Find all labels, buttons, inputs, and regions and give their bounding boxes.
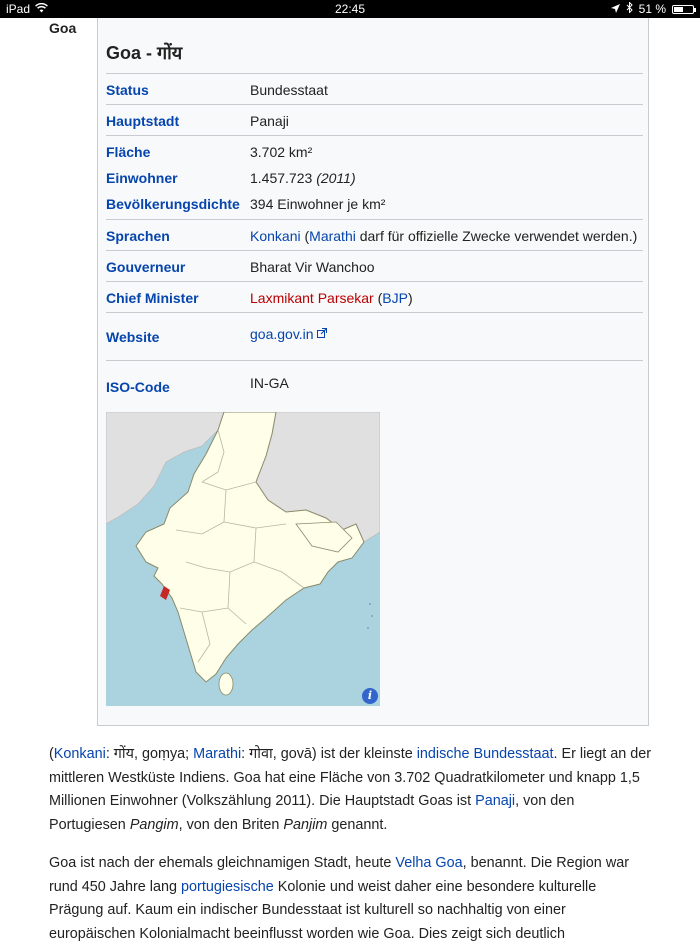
link-governor[interactable]: Bharat Vir Wanchoo [250, 259, 375, 275]
row-label: ISO-Code [106, 379, 170, 395]
link-chief-minister[interactable]: Laxmikant Parsekar [250, 290, 374, 306]
link-konkani[interactable]: Konkani [250, 228, 301, 244]
locator-map[interactable] [106, 412, 380, 706]
link-portugiesische[interactable]: portugiesische [181, 878, 274, 895]
row-label: Einwohner [106, 170, 178, 186]
battery-percent: 51 % [638, 2, 666, 16]
population-year: (2011) [316, 170, 356, 186]
row-value: Laxmikant Parsekar (BJP) [250, 290, 413, 306]
article-paragraph-1: (Konkani: गोंय, goṃya; Marathi: गोवा, govā) ist der kleinste indische Bundesstaat. Er liegt an der mittleren Westküste Indiens. Goa hat eine Fläche von 3.702 Quadratkilometer und knapp 1,5 Millionen Einwohner (Volkszählung 2011). Die Hauptstadt Goas ist Panaji, von den Portugiesen Pangim, von den Briten Panjim genannt. [49, 746, 652, 833]
link-bundesstaat[interactable]: Bundesstaat [250, 82, 328, 98]
row-label: Fläche [106, 144, 151, 160]
row-value: IN-GA [250, 375, 289, 391]
bluetooth-icon [626, 0, 633, 18]
row-value: 394 Einwohner je km² [250, 196, 386, 212]
row-value: 3.702 km² [250, 144, 313, 160]
page-title: Goa [49, 20, 77, 36]
row-label: Status [106, 82, 149, 98]
external-link-icon [317, 325, 327, 341]
row-value [250, 170, 356, 186]
device-name: iPad [6, 2, 31, 16]
infobox-title: Goa - गोंय [106, 43, 183, 63]
row-value: Konkani (Marathi darf für offizielle Zwecke verwendet werden.) [250, 228, 638, 244]
link-marathi[interactable]: Marathi [309, 228, 356, 244]
link-panaji[interactable]: Panaji [250, 113, 289, 129]
row-value [250, 325, 327, 342]
link-konkani[interactable]: Konkani [53, 746, 106, 762]
article-paragraph-2: Goa ist nach der ehemals gleichnamigen Stadt, heute Velha Goa, benannt. Die Region war rund 450 Jahre lang portugiesische Kolonie und weist daher eine besondere kulturelle Prägung auf. Kaum ein indischer Bundesstaat ist kulturell so nachhaltig von einer europäischen Kolonialmacht beeinflusst worden wie Goa. Dies zeigt sich deutlich [49, 855, 630, 942]
row-label: Gouverneur [106, 259, 186, 275]
link-indische-bundesstaat[interactable]: indische Bundesstaat [416, 746, 554, 762]
link-marathi[interactable]: Marathi [193, 746, 242, 762]
link-panaji[interactable]: Panaji [475, 793, 516, 809]
infobox [97, 18, 649, 726]
row-label: Website [106, 329, 160, 345]
india-map-image [106, 412, 380, 706]
row-label: Bevölkerungsdichte [106, 196, 240, 212]
row-label: Hauptstadt [106, 113, 180, 129]
link-bjp[interactable]: BJP [382, 290, 408, 306]
location-arrow-icon [611, 0, 620, 18]
info-icon[interactable]: i [362, 688, 378, 704]
link-website[interactable]: goa.gov.in [250, 326, 314, 342]
link-velha-goa[interactable]: Velha Goa [395, 855, 463, 871]
row-label: Chief Minister [106, 290, 199, 306]
status-bar [0, 0, 700, 18]
row-label: Sprachen [106, 228, 170, 244]
clock: 22:45 [334, 2, 366, 16]
battery-icon [672, 5, 694, 14]
population-value: 1.457.723 [250, 170, 313, 186]
